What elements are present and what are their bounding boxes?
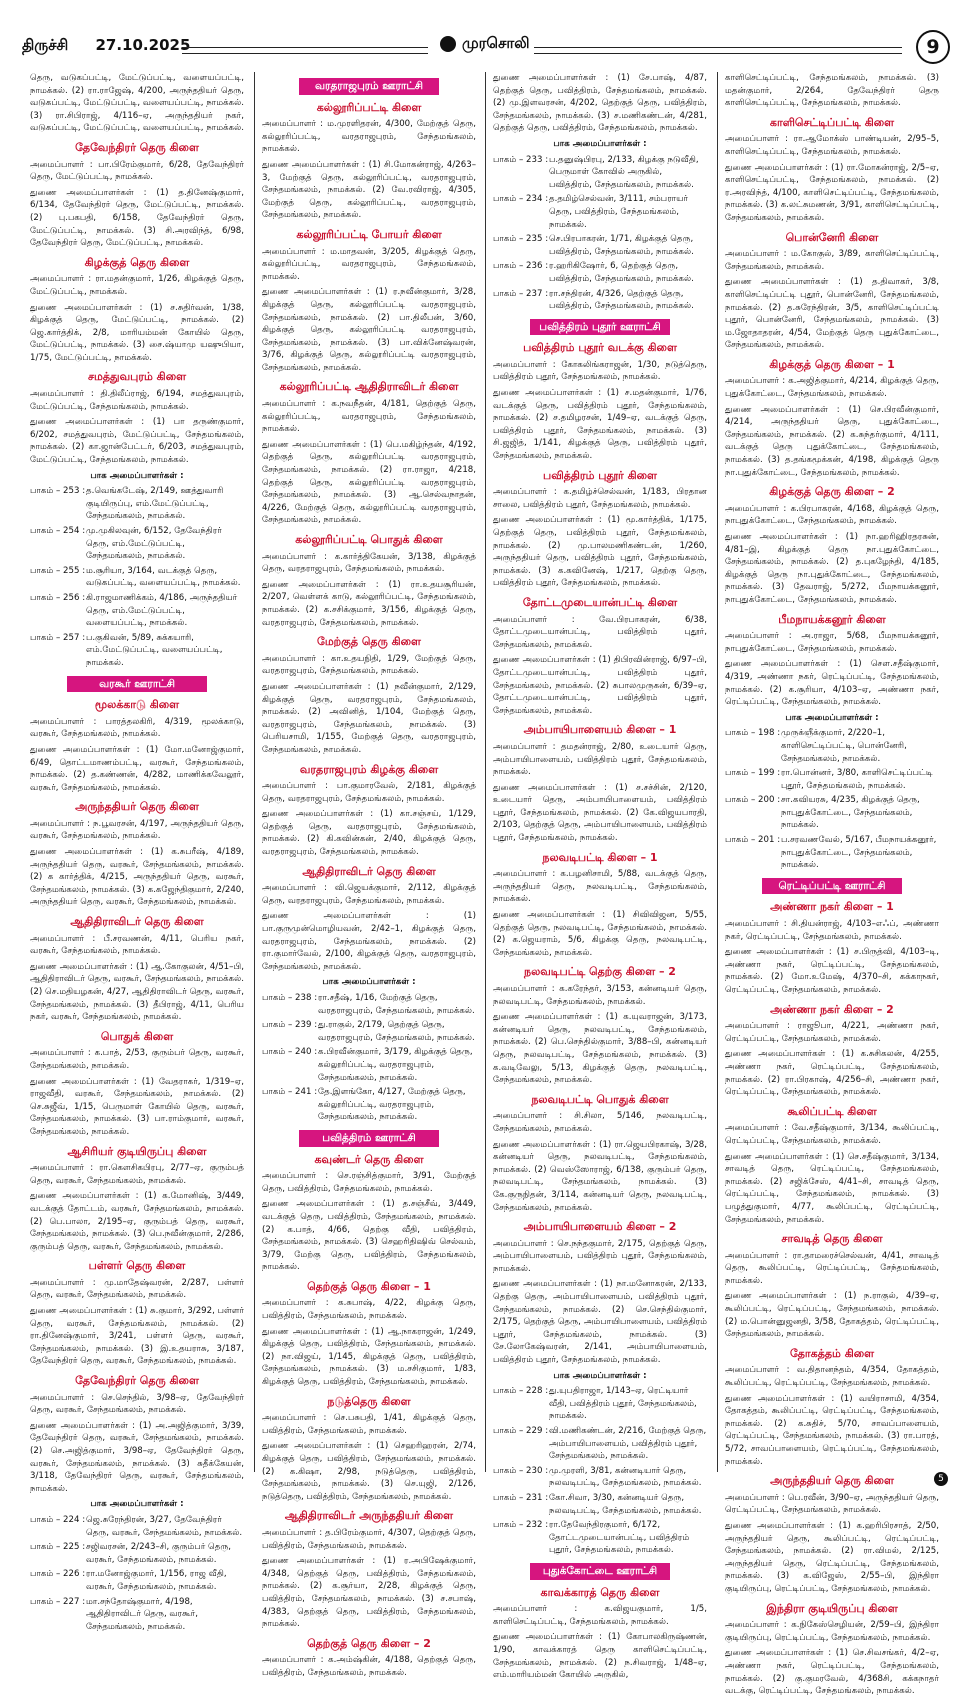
paragraph: துணை அமைப்பாளர்கள் : (1) அ.அஜித்குமார், 3/39, தேவேந்திரர் தெரு, வரகூர், சேந்தமங்கலம், நாமக்கல். (2) செ.அஜித்குமார், 3/98–ஏ, தேவேந்திரர் தெரு, வரகூர், சேந்தமங்கலம், நாமக்கல். (3) சுதீக்கேயன், 3/118, தேவேந்திரர் தெரு, வரகூர், சேந்தமங்கலம், நாமக்கல். — [30, 1420, 244, 1494]
branch-heading: கிழக்குத் தெரு கிளை – 1 — [769, 357, 895, 371]
paper-name: முரசொலி — [462, 34, 530, 52]
paragraph: துணை அமைப்பாளர்கள் : (1) செ.பிரவீன்குமார், 4/214, அருந்ததியர் தெரு, புதுக்கோட்டை, சேந்தமங்கலம், நாமக்கல். (2) க.சுந்தர்குமார், 4/111, வடக்குத் தெரு புதுக்கோட்டை, சேந்தமங்கலம், நாமக்கல். (3) த.தங்கமூக்கன், 4/198, கிழக்குத் தெரு நா.புதுக்கோட்டை, சேந்தமங்கலம், நாமக்கல். — [725, 404, 939, 478]
branch-heading: கிழக்குத் தெரு கிளை — [84, 255, 190, 269]
paragraph: துணை அமைப்பாளர்கள் : (1) நா.ஹரிஹிரதரசுன், 4/81–இ, கிழக்குத் தெரு நா.புதுக்கோட்டை, சேந்தமங்கலம், நாமக்கல். (2) த.புகழேந்தி, 4/185, கிழக்குத் தெரு நா.புதுக்கோட்டை, சேந்தமங்கலம், நாமக்கல். (3) தேவராஜ், 5/272, பீமநாயக்கனூர், நாபுதுக்கோட்டை, சேந்தமங்கலம், நாமக்கல். — [725, 532, 939, 605]
paragraph: அமைப்பாளர் : கோகலிங்கராஜன், 1/30, நடுத்தெரு, பவித்திரம் புதூர், சேந்தமங்கலம், நாமக்கல். — [493, 359, 707, 383]
paragraph: அமைப்பாளர் : க.கரேந்தர், 3/153, கன்னடியர் தெரு, நலவடிபட்டி, சேந்தமங்கலம், நாமக்கல். — [493, 984, 707, 1007]
booth-organizer: ரா.பொன்னர், 3/80, காளிசெட்டிப்பட்டி புதூர், சேந்தமங்கலம், நாமக்கல். — [781, 768, 933, 791]
booth-number: பாகம் – 235 : — [493, 234, 549, 245]
booth-organizer: சா.கவியரசு, 4/235, கிழக்குத் தெரு, நாபுதுக்கோட்டை, சேந்தமங்கலம், நாமக்கல். — [781, 795, 920, 831]
booth-number: பாகம் – 230 : — [493, 1465, 549, 1476]
paragraph: துணை அமைப்பாளர்கள் : (1) சிவிவிஜன, 5/55, தெற்குத் தெரு, நலவடிபட்டி, சேந்தமங்கலம், நாமக்கல். (2) க.ஜெயராம், 5/6, கிழக்கு தெரு, நலவடிபட்டி, சேந்தமங்கலம், நாமக்கல். — [493, 910, 707, 958]
branch-heading: சாவடித் தெரு கிளை — [781, 1232, 883, 1246]
booth-row — [493, 193, 707, 231]
branch-heading: அண்ணா நகர் கிளை – 1 — [770, 900, 894, 914]
header-rule-right — [534, 47, 902, 54]
booth-number: பாகம் – 224 : — [30, 1514, 86, 1525]
subheading: பாக அமைப்பாளர்கள் : — [553, 138, 647, 149]
paragraph: அமைப்பாளர் : க.அஜித்குமார், 4/214, கிழக்குத் தெரு, புதுக்கோட்டை, சேந்தமங்கலம், நாமக்கல். — [725, 376, 939, 400]
branch-heading: கல்லூரிப்பட்டி ஆதிதிராவிடர் கிளை — [279, 380, 459, 394]
paragraph: துணை அமைப்பாளர்கள் : (1) க.யுவராஜன், 3/173, கன்னடியர் தெரு, நலவடிபட்டி, சேந்தமங்கலம், நாமக்கல். (2) பெ.செந்தில்குமார், 3/88–பி, கன்னடியர் தெரு, நலவடிபட்டி, சேந்தமங்கலம், நாமக்கல். (3) க.வடிவேலு, 5/13, கிழக்குத் தெரு, நலவடிபட்டி, சேந்தமங்கலம், நாமக்கல். — [493, 1012, 707, 1086]
paragraph: துணை அமைப்பாளர்கள் : (1) மூ.கார்த்திக், 1/175, தெற்குத் தெரு, பவித்திரம் புதூர், சேந்தமங்கலம், நாமக்கல். (2) மு.பாலமணிகண்டன், 1/260, அருந்ததியர் தெரு, பவித்திரம் புதூர், சேந்தமங்கலம், நாமக்கல். (3) க.கவினேஷ், 1/217, தெற்கு தெரு, பவித்திரம் புதூர், சேந்தமங்கலம், நாமக்கல். — [493, 515, 707, 589]
paragraph: அமைப்பாளர் : க.பாத், 2/53, குரும்பர் தெரு, வரகூர், சேந்தமங்கலம், நாமக்கல். — [30, 1048, 244, 1071]
paragraph: அமைப்பாளர் : கா.உதயநிதி, 1/29, மேற்குத் தெரு, வரதராஜபுரம், சேந்தமங்கலம், நாமக்கல். — [262, 653, 476, 677]
branch-heading: காளிசெட்டிப்பட்டி கிளை — [769, 115, 895, 129]
booth-number: பாகம் – 233 : — [493, 154, 549, 165]
branch-heading: ஆதிதிராவிடர் தெரு கிளை — [70, 915, 204, 929]
panchayat-banner: ரெட்டிப்பட்டி ஊராட்சி — [762, 878, 902, 895]
paragraph: துணை அமைப்பாளர்கள் : (1) ஆ.நாகராஜன், 1/249, கிழக்குத் தெரு, பவித்திரம், சேந்தமங்கலம், நாமக்கல். (2) நா.விஜய், 1/145, கிழக்குத் தெரு, பவித்திரம், சேந்தமங்கலம், நாமக்கல். (3) ம.சசிகுமார், 1/83, கிழக்குத் தெரு, பவித்திரம், சேந்தமங்கலம், நாமக்கல். — [262, 1326, 476, 1388]
branch-heading: தேவேந்திரர் தெரு கிளை — [75, 1374, 199, 1388]
paper-logo — [440, 34, 530, 54]
subheading: பாக அமைப்பாளர்கள் : — [322, 977, 416, 988]
booth-organizer: து.ராகுல், 2/179, தெற்குத் தெரு, வரதராஜபுரம், சேந்தமங்கலம், நாமக்கல். — [318, 1020, 475, 1043]
booth-row — [725, 727, 939, 765]
panchayat-banner: பவித்திரம் புதூர் ஊராட்சி — [530, 319, 670, 336]
paragraph: துணை அமைப்பாளர்கள் : (1) பா.குருமுன்மொழியவன், 2/42–1, கிழக்குத் தெரு, வரதராஜபுரம், சேந்தமங்கலம், நாமக்கல். (2) ரா.குமார்வேல், 2/100, கிழக்குத் தெரு, வரதராஜபுரம், சேந்தமங்கலம், நாமக்கல். — [262, 911, 476, 972]
paragraph: துணை அமைப்பாளர்கள் : (1) பா தருண்குமார், 6/202, சமத்துவபுரம், மேட்டுப்பட்டி, சேந்தமங்கலம், நாமக்கல். (2) கா.ஜான்பேட்டர், 6/203, சமத்துவபுரம், மேட்டுப்பட்டி, சேந்தமங்கலம், நாமக்கல். — [30, 417, 244, 466]
paragraph: துணை அமைப்பாளர்கள் : (1) ர.நவீன்குமார், 3/28, கிழக்குத் தெரு, கல்லூரிப்பட்டி வரதராஜபுரம், சேந்தமங்கலம், நாமக்கல். (2) பா.திலீபன், 3/60, கிழக்குத் தெரு, கல்லூரிப்பட்டி வரதராஜபுரம், சேந்தமங்கலம், நாமக்கல். (3) பா.விக்னேஷ்வரன், 3/76, கிழக்குத் தெரு, கல்லூரிப்பட்டி வரதராஜபுரம், சேந்தமங்கலம், நாமக்கல். — [262, 287, 476, 373]
booth-list — [30, 485, 244, 669]
booth-organizer: ரா.தேவேந்திரகுமார், 6/172, தோட்டமுடையான்பட்டி, பவித்திரம் புதூர், சேந்தமங்கலம், நாமக்கல். — [549, 1520, 690, 1556]
paragraph: காளிசெட்டிப்பட்டி, சேந்தமங்கலம், நாமக்கல். (3) மதன்குமார், 2/264, தேவேந்திரர் தெரு காளிசெட்டிப்பட்டி, சேந்தமங்கலம், நாமக்கல். — [725, 73, 939, 109]
paragraph: அமைப்பாளர் : செ.செந்தில், 3/98–ஏ, தேவேந்திரர் தெரு, வரகூர், சேந்தமங்கலம், நாமக்கல். — [30, 1392, 244, 1416]
paragraph: துணை அமைப்பாளர்கள் : (1) ரா.ஜெயபிரகாஷ், 3/28, கன்னடியர் தெரு, நலவடிபட்டி, சேந்தமங்கலம், நாமக்கல். (2) வெஸ்ஸோராஜ், 6/138, குரும்பர் தெரு, நலவடிபட்டி, சேந்தமங்கலம், நாமக்கல். (3) கே.குருநிதன், 3/114, கன்னடியர் தெரு, நலவடிபட்டி, சேந்தமங்கலம், நாமக்கல். — [493, 1139, 707, 1213]
paragraph: துணை அமைப்பாளர்கள் : (1) ர.அபிஷேக்குமார், 4/348, தெற்குத் தெரு, பவித்திரம், சேந்தமங்கலம், நாமக்கல். (2) க.சூர்யா, 2/28, கிழக்குத் தெரு, பவித்திரம், சேந்தமங்கலம், நாமக்கல். (3) ச.சபாஷ், 4/383, தெற்குத் தெரு, பவித்திரம், சேந்தமங்கலம், நாமக்கல். — [262, 1556, 476, 1630]
paragraph: துணை அமைப்பாளர்கள் : (1) ச.சுதிர்வன், 1/38, கிழக்குத் தெரு, மேட்டுப்பட்டி, நாமக்கல். (2) ஜெ.கார்த்திக், 2/8, மாரியம்மன் கோயில் தெரு, மேட்டுப்பட்டி, நாமக்கல். (3) சை.ஷ்யாமு யஷுபியா, 1/75, மேட்டுப்பட்டி, நாமக்கல். — [30, 302, 244, 363]
branch-heading: மூலக்காடு கிளை — [94, 698, 180, 712]
paragraph: துணை அமைப்பாளர்கள் : (1) செ.சதீஷ்குமார், 3/134, சாவடித் தெரு, ரெட்டிப்பட்டி, சேந்தமங்கலம், நாமக்கல். (2) சஜிக்சேஸ், 4/41–சி, சாவடித் தெரு, ரெட்டிப்பட்டி, சேந்தமங்கலம், நாமக்கல். (3) பழுத்துகுமார், 4/77, கூலிப்பட்டி, ரெட்டிப்பட்டி, சேந்தமங்கலம், நாமக்கல். — [725, 1151, 939, 1225]
booth-organizer: கி.ராஜமாணிக்கம், 4/186, அருந்ததியர் தெரு, எம்.மேட்டுப்பட்டி, வளையப்பட்டி, நாமக்கல். — [86, 592, 238, 629]
booth-row — [493, 1492, 707, 1517]
booth-number: பாகம் – 226 : — [30, 1569, 86, 1580]
paragraph: அமைப்பாளர் : மு.மாதேஷ்வரன், 2/287, பள்ளர் தெரு, வரகூர், சேந்தமங்கலம், நாமக்கல். — [30, 1277, 244, 1301]
branch-heading: பள்ளர் தெரு கிளை — [88, 1259, 186, 1273]
branch-heading: இந்திரா குடியிருப்பு கிளை — [766, 1601, 898, 1615]
booth-number: பாகம் – 240 : — [262, 1047, 318, 1058]
branch-heading: தேவேந்திரர் தெரு கிளை — [75, 140, 199, 154]
branch-heading: கல்லூரிப்பட்டி போயர் கிளை — [296, 227, 442, 241]
paragraph: துணை அமைப்பாளர்கள் : (1) நவீன்குமார், 2/129, கிழக்குத் தெரு, வரதராஜபுரம், சேந்தமங்கலம், நாமக்கல். (2) அவினித், 1/104, மேற்குத் தெரு, வரதராஜபுரம், சேந்தமங்கலம், நாமக்கல். (3) பெரியசாமி, 1/155, மேற்குத் தெரு, வரதராஜபுரம், சேந்தமங்கலம், நாமக்கல். — [262, 681, 476, 755]
booth-row — [262, 1019, 476, 1044]
paragraph: துணை அமைப்பாளர்கள் : (1) திபிரவின்ராஜ், 6/97–பி, தோட்டமுடையான்பட்டி, பவித்திரம் புதூர், சேந்தமங்கலம், நாமக்கல். (2) சுபாலமுருகன், 6/39–ஏ, தோட்டமுடையான்பட்டி, பவித்திரம் புதூர், சேந்தமங்கலம், நாமக்கல். — [493, 655, 707, 716]
paragraph: துணை அமைப்பாளர்கள் : (1) த.திவாகர், 3/8, காளிசெட்டிப்பட்டி புதூர், பொன்னேரி, சேந்தமங்கலம், நாமக்கல். (2) த.சுரேந்திரன், 3/5, காளிசெட்டிப்பட்டி புதூர், பொன்னேரி, சேந்தமங்கலம், நாமக்கல். (3) ம.ஜோதாதரன், 4/54, மேற்குத் தெரு புதுக்கோட்டை, சேந்தமங்கலம், நாமக்கல். — [725, 277, 939, 351]
booth-number: பாகம் – 200 : — [725, 795, 781, 806]
booth-row — [30, 485, 244, 523]
booth-organizer: ப.தனுஷ்பிரபு, 2/133, கிழக்கு நடுவீதி, பெருமாள் கோவில் அருகில், பவித்திரம், சேந்தமங்கலம், நாமக்கல். — [549, 154, 699, 190]
column-2 — [262, 72, 476, 1678]
branch-heading: வரதராஜபுரம் கிழக்கு கிளை — [299, 762, 439, 776]
paragraph: அமைப்பாளர் : க.அம்ஷ்கின், 4/188, தெற்குத் தெரு, பவித்திரம், சேந்தமங்கலம், நாமக்கல். — [262, 1655, 476, 1678]
booth-row — [262, 1086, 476, 1124]
booth-organizer: த.தமிழ்செல்வன், 3/111, சம்பராயர் தெரு, பவித்திரம், சேந்தமங்கலம், நாமக்கல். — [549, 194, 688, 230]
branch-heading: மேற்குத் தெரு கிளை — [317, 635, 421, 649]
paragraph: துணை அமைப்பாளர்கள் : (1) வேதராகர், 1/319–ஏ, ராஜவீதி, வரகூர், சேந்தமங்கலம், நாமக்கல். (2) செ.சுஜீவ், 1/15, பெருமாள் கோயில் தெரு, வரகூர், சேந்தமங்கலம், நாமக்கல். (3) பா.ராம்குமார், வரகூர், சேந்தமங்கலம், நாமக்கல். — [30, 1076, 244, 1137]
paragraph: அமைப்பாளர் : அ.ராஜா, 5/68, பீமநாயக்கனூர், நாபுதுக்கோட்டை, சேந்தமங்கலம், நாமக்கல். — [725, 631, 939, 654]
booth-organizer: க.பிரவீன்குமார், 3/179, கிழக்குத் தெரு, கல்லூரிப்பட்டி, வரதராஜபுரம், சேந்தமங்கலம், நாமக்கல். — [318, 1047, 473, 1083]
paragraph: துணை அமைப்பாளர்கள் : (1) ந.ராகுல், 4/39–ஏ, கூலிப்பட்டி, ரெட்டிப்பட்டி, சேந்தமங்கலம், நாமக்கல். (2) ம.பொன்னுஜனதி, 3/58, தோகத்தம், ரெட்டிப்பட்டி, சேந்தமங்கலம், நாமக்கல். — [725, 1291, 939, 1340]
paragraph: துணை அமைப்பாளர்கள் : (1) த.சஞ்சீவ், 3/449, வடக்குத் தெரு, பவித்திரம், சேந்தமங்கலம், நாமக்கல். (2) க.பாத், 4/66, தெற்கு வீதி, பவித்திரம், சேந்தமங்கலம், நாமக்கல். (3) செஹரிதிஷிவ் செல்வம், 3/79, மேற்கு தெரு, பவித்திரம், சேந்தமங்கலம், நாமக்கல். — [262, 1199, 476, 1273]
paragraph: துணை அமைப்பாளர்கள் : (1) நா.மனோகரன், 2/133, தெற்கு தெரு, அம்பாயிபாளையம், பவித்திரம் புதூர், சேந்தமங்கலம், நாமக்கல். (2) செ.செந்தில்குமார், 2/175, தெற்குத் தெரு, அம்பாயிபாளையம், பவித்திரம் புதூர், சேந்தமங்கலம், நாமக்கல். (3) சே.லோகேஷ்வரன், 2/141, அம்பாயிபாளையம், பவித்திரம் புதூர், சேந்தமங்கலம், நாமக்கல். — [493, 1279, 707, 1366]
booth-organizer: மா.சந்தோஷ்குமார், 4/198, ஆதிதிராவிடர் தெரு, வரகூர், சேந்தமங்கலம், நாமக்கல். — [86, 1596, 198, 1632]
booth-number: பாகம் – 257 : — [30, 632, 86, 643]
branch-heading: பொன்னேரி கிளை — [785, 230, 879, 244]
paragraph: அமைப்பாளர் : பா.பிரேம்குமார், 6/28, தேவேந்திரர் தெரு, மேட்டுப்பட்டி, நாமக்கல். — [30, 159, 244, 183]
paragraph: அமைப்பாளர் : ரா.ஆமோக்ஸ் பாண்டியன், 2/95–5, காளிசெட்டிப்பட்டி, சேந்தமங்கலம், நாமக்கல். — [725, 134, 939, 157]
booth-number: பாகம் – 256 : — [30, 592, 86, 603]
branch-heading: தோட்டமுடையான்பட்டி கிளை — [522, 595, 678, 609]
paragraph: துணை அமைப்பாளர்கள் : (1) ரா.மோகன்ராஜ், 2/5–ஏ, காளிசெட்டிப்பட்டி, சேந்தமங்கலம், நாமக்கல். (2) ர.அரவிந்த், 4/100, காளிசெட்டிப்பட்டி, சேந்தமங்கலம், நாமக்கல். (3) க.லட்சுமணன், 3/91, காளிசெட்டிப்பட்டி, சேந்தமங்கலம், நாமக்கல். — [725, 162, 939, 223]
paragraph: துணை அமைப்பாளர்கள் : (1) வயிராசாமி, 4/354, தோகத்தம், கூலிப்பட்டி, ரெட்டிப்பட்டி, சேந்தமங்கலம், நாமக்கல். (2) க.சுதிச், 5/70, சாவப்பாளையம், ரெட்டிப்பட்டி, சேந்தமங்கலம், நாமக்கல். (3) ரா.பாரத், 5/72, சாவப்பாளையம், ரெட்டிப்பட்டி, சேந்தமங்கலம், நாமக்கல். — [725, 1393, 939, 1467]
paragraph: துணை அமைப்பாளர்கள் : (1) க.மோனிஷ், 3/449, வடக்குத் தோட்டம், வரகூர், சேந்தமங்கலம், நாமக்கல். (2) பெ.பாலா, 2/195–ஏ, குரும்பத் தெரு, வரகூர், சேந்தமங்கலம், நாமக்கல். (3) பெ.நவீன்குமார், 2/286, குரும்பத் தெரு, வரகூர், சேந்தமங்கலம், நாமக்கல். — [30, 1191, 244, 1252]
paragraph: துணை அமைப்பாளர்கள் : (1) க.சுசிகலன், 4/255, அண்ணா நகர், ரெட்டிப்பட்டி, சேந்தமங்கலம், நாமக்கல். (2) ரா.பிரகாஷ், 4/256–சி, அண்ணா நகர், ரெட்டிப்பட்டி, சேந்தமங்கலம், நாமக்கல். — [725, 1049, 939, 1098]
booth-organizer: கோ.சிவா, 3/30, கன்னடியர் தெரு, நலவடிபட்டி, சேந்தமங்கலம், நாமக்கல். — [549, 1492, 702, 1516]
booth-organizer: து.யுபதிராஜா, 1/143–ஏ, ரெட்டியார் வீதி, பவித்திரம் புதூர், சேந்தமங்கலம், நாமக்கல். — [549, 1386, 697, 1422]
subheading: பாக அமைப்பாளர்கள் : — [90, 470, 184, 481]
column-3 — [493, 72, 707, 1681]
paragraph: அமைப்பாளர் : க.நிகேஸ்செழியன், 2/59–பி, இந்திரா குடியிருப்பு, ரெட்டிப்பட்டி, சேந்தமங்கலம், நாமக்கல். — [725, 1620, 939, 1643]
booth-row — [30, 1514, 244, 1539]
booth-row — [493, 233, 707, 258]
paragraph: அமைப்பாளர் : வி.ஜெயக்குமார், 2/112, கிழக்குத் தெரு, வரதராஜபுரம், சேந்தமங்கலம், நாமக்கல். — [262, 883, 476, 906]
branch-heading: தெற்குத் தெரு கிளை – 2 — [307, 1636, 431, 1650]
paragraph: அமைப்பாளர் : வ.திதானந்தம், 4/354, தோகத்தம், கூலிப்பட்டி, ரெட்டிப்பட்டி, சேந்தமங்கலம், நாமக்கல். — [725, 1365, 939, 1389]
branch-heading: பவித்திரம் புதூர் வடக்கு கிளை — [523, 341, 677, 355]
booth-organizer: ர.ஹரிகிஷோர், 6, தெற்குத் தெரு, பவித்திரம், சேந்தமங்கலம், நாமக்கல். — [549, 261, 694, 284]
booth-number: பாகம் – 239 : — [262, 1020, 318, 1031]
issue-date: 27.10.2025 — [95, 36, 191, 54]
booth-organizer: ரா.மனோஜ்குமார், 1/156, ராஜ வீதி, வரகூர், சேந்தமங்கலம், நாமக்கல். — [86, 1569, 227, 1592]
paragraph: அமைப்பாளர் : க.தமிழ்ச்செல்வன், 1/183, பிரதான சாலை, பவித்திரம் புதூர், சேந்தமங்கலம், நாமக்கல். — [493, 487, 707, 510]
article-columns — [22, 72, 942, 1697]
booth-number: பாகம் – 253 : — [30, 486, 86, 497]
booth-row — [493, 1519, 707, 1557]
paragraph: அமைப்பாளர் : ரா.தாமரைச்செல்வன், 4/41, சாவடித் தெரு, கூலிப்பட்டி, ரெட்டிப்பட்டி, சேந்தமங்கலம், நாமக்கல். — [725, 1250, 939, 1286]
branch-heading: பொதுக் கிளை — [100, 1029, 174, 1043]
branch-heading: கவுண்டர் தெரு கிளை — [314, 1152, 424, 1166]
branch-heading: நலவடிபட்டி தெற்கு கிளை – 2 — [524, 965, 676, 979]
branch-heading: அருந்ததியர் தெரு கிளை — [75, 800, 199, 814]
branch-heading: அம்பாயிபாளையம் கிளை – 1 — [523, 723, 677, 737]
paragraph: துணை அமைப்பாளர்கள் : (1) சு.குமார், 3/292, பள்ளர் தெரு, வரகூர், சேந்தமங்கலம், நாமக்கல். (2) ரா.தினேஷ்குமார், 3/241, பள்ளர் தெரு, வரகூர், சேந்தமங்கலம், நாமக்கல். (3) இ.உதயராசு, 3/187, தேவேந்திரர் தெரு, வரகூர், சேந்தமங்கலம், நாமக்கல். — [30, 1306, 244, 1367]
paragraph: துணை அமைப்பாளர்கள் : (1) ச.சச்சின், 2/120, உடையார் தெரு, அம்பாயிபாளையம், பவித்திரம் புதூர், சேந்தமங்கலம், நாமக்கல். (2) கே.விஜயபாரதி, 2/103, தெற்குத் தெரு, அம்பாயிபாளையம், பவித்திரம் புதூர், சேந்தமங்கலம், நாமக்கல். — [493, 782, 707, 844]
booth-row — [262, 992, 476, 1017]
booth-row — [725, 794, 939, 832]
paragraph: துணை அமைப்பாளர்கள் : (1) செஹரிஹரன், 2/74, கிழக்குத் தெரு, பவித்திரம், சேந்தமங்கலம், நாமக்கல். (2) க.கிஷா, 2/98, நடுத்தெரு, பவித்திரம், சேந்தமங்கலம், நாமக்கல். (3) செ.யுஜி, 2/126, நடுத்தெரு, பவித்திரம், சேந்தமங்கலம், நாமக்கல். — [262, 1441, 476, 1502]
paragraph: துணை அமைப்பாளர்கள் : (1) த.தினேஷ்குமார், 6/134, தேவேந்திரர் தெரு, மேட்டுப்பட்டி, நாமக்கல். (2) பு.பகபதி, 6/158, தேவேந்திரர் தெரு, மேட்டுப்பட்டி, நாமக்கல். (3) சி.அரவிந்த், 6/98, தேவேந்திரர் தெரு, மேட்டுப்பட்டி, நாமக்கல். — [30, 187, 244, 249]
subheading: பாக அமைப்பாளர்கள் : — [785, 712, 879, 723]
paragraph: அமைப்பாளர் : செ.ரஞ்சித்குமார், 3/91, மேற்குத் தெரு, பவித்திரம், சேந்தமங்கலம், நாமக்கல். — [262, 1171, 476, 1194]
booth-number: பாகம் – 237 : — [493, 288, 549, 299]
booth-organizer: ம.சூரியா, 3/164, வடக்குத் தெரு, வடுகப்பட்டி, வளையப்பட்டி, நாமக்கல். — [86, 565, 241, 589]
booth-row — [493, 260, 707, 285]
branch-heading: பீமநாயக்கனூர் கிளை — [778, 612, 886, 626]
booth-number: பாகம் – 227 : — [30, 1596, 86, 1607]
paragraph: தெரு, வடுகப்பட்டி, மேட்டுப்பட்டி, வளையப்பட்டி, நாமக்கல். (2) ரா.ராஜேஷ், 4/200, அருந்ததியர் தெரு, வடுகப்பட்டி, மேட்டுப்பட்டி, வளையப்பட்டி, நாமக்கல். (3) ரா.சிபிராஜ், 4/116–ஏ, அருந்ததியர் நகர், வடுகப்பட்டி, மேட்டுப்பட்டி, வளையப்பட்டி, நாமக்கல். — [30, 73, 244, 134]
paragraph: துணை அமைப்பாளர்கள் : (1) கா.சஞ்சய், 1/129, தெற்குத் தெரு, வரதராஜபுரம், சேந்தமங்கலம், நாமக்கல். (2) கி.கவின்கன், 2/40, கிழக்குத் தெரு, வரதராஜபுரம், சேந்தமங்கலம், நாமக்கல். — [262, 809, 476, 858]
paragraph: அமைப்பாளர் : தி.திலீப்ராஜ், 6/194, சமத்துவபுரம், மேட்டுப்பட்டி, சேந்தமங்கலம், நாமக்கல். — [30, 389, 244, 412]
booth-number: பாகம் – 234 : — [493, 194, 549, 205]
booth-organizer: ரா.சந்திரன், 4/326, தெற்குத் தெரு, பவித்திரம், சேந்தமங்கலம், நாமக்கல். — [549, 288, 694, 312]
booth-organizer: த.வெங்கடேஷ், 2/149, ஊத்துவாரி குடியிருப்பு, எம்.மேட்டுப்பட்டி, சேந்தமங்கலம், நாமக்கல். — [86, 486, 224, 522]
booth-row — [30, 1596, 244, 1634]
paragraph: அமைப்பாளர் : ந.பூவரசன், 4/197, அருந்ததியர் தெரு, வரகூர், சேந்தமங்கலம், நாமக்கல். — [30, 818, 244, 842]
branch-heading: நலவடிபட்டி கிளை – 1 — [542, 850, 658, 864]
paragraph: அமைப்பாளர் : தமதன்ராஜ், 2/80, உடையார் தெரு, அம்பாயிபாளையம், பவித்திரம் புதூர், சேந்தமங்கலம், நாமக்கல். — [493, 741, 707, 778]
column-1 — [30, 72, 244, 1632]
branch-heading: பவித்திரம் புதூர் கிளை — [543, 468, 657, 482]
booth-number: பாகம் – 232 : — [493, 1520, 549, 1531]
booth-organizer: செ.பிரபாகரன், 1/71, கிழக்குத் தெரு, பவித்திரம், சேந்தமங்கலம், நாமக்கல். — [549, 234, 694, 257]
paragraph: துணை அமைப்பாளர்கள் : (1) ஆ.கோகுலன், 4/51–பி, ஆதிதிராவிடர் தெரு, வரகூர், சேந்தமங்கலம், நாமக்கல். (2) செ.மதியழகன், 4/27, ஆதிதிராவிடர் தெரு, வரகூர், சேந்தமங்கலம், நாமக்கல். (3) தீபிராஜ், 4/11, பெரிய நகர், வரகூர், சேந்தமங்கலம், நாமக்கல். — [30, 961, 244, 1023]
branch-heading: ஆசிரியர் குடியிருப்பு கிளை — [67, 1144, 207, 1158]
booth-number: பாகம் – 236 : — [493, 261, 549, 272]
page-number: 9 — [916, 30, 950, 64]
paragraph: அமைப்பாளர் : த.பிரேம்குமார், 4/307, தெற்குத் தெரு, பவித்திரம், சேந்தமங்கலம், நாமக்கல். — [262, 1527, 476, 1551]
booth-number: பாகம் – 254 : — [30, 526, 86, 536]
booth-list — [493, 1385, 707, 1557]
booth-organizer: ப.சரவணவேல், 5/167, பீமநாயக்கனூர், நாபுதுக்கோட்டை, சேந்தமங்கலம், நாமக்கல். — [781, 835, 937, 871]
booth-organizer: மு.முரளி, 3/81, கன்னடியார் தெரு, நலவடிபட்டி, சேந்தமங்கலம், நாமக்கல். — [549, 1465, 702, 1489]
paragraph: அமைப்பாளர் : ம.மாதவன், 3/205, கிழக்குத் தெரு, கல்லூரிப்பட்டி, வரதராஜபுரம், சேந்தமங்கலம், நாமக்கல். — [262, 246, 476, 282]
paragraph: அமைப்பாளர் : க.சுபாஷ், 4/22, கிழக்கு தெரு, பவித்திரம், சேந்தமங்கலம், நாமக்கல். — [262, 1298, 476, 1322]
booth-organizer: சஜிவரசன், 2/243–சி, குரும்பர் தெரு, வரகூர், சேந்தமங்கலம், நாமக்கல். — [86, 1542, 232, 1565]
paragraph: அமைப்பாளர் : செ.நந்தகுமார், 2/175, தெற்குத் தெரு, அம்பாயிபாளையம், பவித்திரம் புதூர், சேந்தமங்கலம், நாமக்கல். — [493, 1238, 707, 1274]
branch-heading: கல்லூரிப்பட்டி கிளை — [316, 100, 422, 114]
booth-row — [30, 565, 244, 590]
booth-organizer: மு.முகிலவுன், 6/152, தேவேந்திரர் தெரு, எம்.மேட்டுப்பட்டி, சேந்தமங்கலம், நாமக்கல். — [86, 526, 222, 562]
booth-organizer: தே.இளங்கோ, 4/127, மேற்குத் தெரு, கல்லூரிப்பட்டி, வரதராஜபுரம், சேந்தமங்கலம், நாமக்கல். — [318, 1087, 466, 1123]
paragraph: அமைப்பாளர் : க.நவநீதன், 4/181, தெற்குத் தெரு, கல்லூரிப்பட்டி, வரதராஜபுரம், சேந்தமங்கலம், நாமக்கல். — [262, 399, 476, 435]
booth-row — [30, 632, 244, 670]
paragraph: துணை அமைப்பாளர்கள் : (1) சே.பாஷ், 4/87, தெற்குத் தெரு, பவித்திரம், சேந்தமங்கலம், நாமக்கல். (2) மு.இளவரசன், 4/202, தெற்குத் தெரு, பவித்திரம், சேந்தமங்கலம், நாமக்கல். (3) ச.மணிகண்டன், 4/281, தெற்குத் தெரு, பவித்திரம், சேந்தமங்கலம், நாமக்கல். — [493, 73, 707, 134]
booth-number: பாகம் – 255 : — [30, 565, 86, 576]
booth-row — [493, 1465, 707, 1490]
paragraph: துணை அமைப்பாளர்கள் : (1) சி.மோகன்ராஜ், 4/263–3, மேற்குத் தெரு, கல்லூரிப்பட்டி, வரதராஜபுரம், சேந்தமங்கலம், நாமக்கல். (2) வே.ரவிராஜ், 4/305, மேற்குத் தெரு, கல்லூரிப்பட்டி, வரதராஜபுரம், சேந்தமங்கலம், நாமக்கல். — [262, 159, 476, 221]
paragraph: அமைப்பாளர் : சி.தியன்ராஜ், 4/103–எஃப், அண்ணா நகர், ரெட்டிப்பட்டி, சேந்தமங்கலம், நாமக்கல். — [725, 919, 939, 942]
paragraph: துணை அமைப்பாளர்கள் : (1) மோ.மனோஜ்குமார், 6/49, தொட்டமாணம்பட்டி, வரகூர், சேந்தமங்கலம், நாமக்கல். (2) த.கண்ணன், 4/282, மாணிக்கவேலூர், வரகூர், சேந்தமங்கலம், நாமக்கல். — [30, 744, 244, 793]
booth-row — [725, 834, 939, 872]
paragraph: துணை அமைப்பாளர்கள் : (1) பெ.மகிழ்ந்தன், 4/192, தெற்குத் தெரு, கல்லூரிப்பட்டி வரதராஜபுரம், சேந்தமங்கலம், நாமக்கல். (2) ரா.ராஜா, 4/218, தெற்குத் தெரு, கல்லூரிப்பட்டி வரதராஜபுரம், சேந்தமங்கலம், நாமக்கல். (3) ஆ.செல்வநாதன், 4/226, மேற்குத் தெரு, கல்லூரிப்பட்டி வரதராஜபுரம், சேந்தமங்கலம், நாமக்கல். — [262, 439, 476, 526]
paragraph: அமைப்பாளர் : வே.பிரபாகரன், 6/38, தோட்டமுடையான்பட்டி, பவித்திரம் புதூர், சேந்தமங்கலம், நாமக்கல். — [493, 614, 707, 650]
city-name: திருச்சி — [22, 36, 69, 54]
paragraph: அமைப்பாளர் : க.பழனிசாமி, 5/88, வடக்குத் தெரு, அருந்ததியர் தெரு, நலவடிபட்டி, சேந்தமங்கலம், நாமக்கல். — [493, 869, 707, 905]
branch-heading: தோகத்தம் கிளை — [789, 1346, 875, 1360]
branch-heading: நலவடிபட்டி பொதுக் கிளை — [531, 1092, 669, 1106]
panchayat-banner: வரகூர் ஊராட்சி — [67, 676, 207, 693]
booth-list — [262, 992, 476, 1124]
booth-row — [725, 767, 939, 792]
booth-number: பாகம் – 198 : — [725, 728, 781, 739]
booth-row — [30, 1541, 244, 1566]
branch-heading: ஆதிதிராவிடர் அருந்ததியர் கிளை — [284, 1509, 454, 1523]
paragraph: அமைப்பாளர் : சி.சிலா, 5/146, நலவடிபட்டி, சேந்தமங்கலம், நாமக்கல். — [493, 1111, 707, 1134]
branch-heading: கூலிப்பட்டி கிளை — [787, 1104, 877, 1118]
booth-row — [493, 1425, 707, 1463]
branch-heading: அம்பாயிபாளையம் கிளை – 2 — [523, 1220, 677, 1234]
booth-organizer: ரா.சதீஷ், 1/16, மேற்குத் தெரு, வரதராஜபுரம், சேந்தமங்கலம், நாமக்கல். — [318, 993, 475, 1016]
paragraph: அமைப்பாளர் : பெ.ரவீன், 3/90–ஏ, அருந்ததியர் தெரு, ரெட்டிப்பட்டி, சேந்தமங்கலம், நாமக்கல். — [725, 1492, 939, 1516]
booth-organizer: முருக்ஞீக்குமார், 2/220–1, காளிசெட்டிப்பட்டி, பொன்னேரி, சேந்தமங்கலம், நாமக்கல். — [781, 728, 907, 764]
paragraph: துணை அமைப்பாளர்கள் : (1) க.ஹரிபிரசாத், 2/50, அருந்ததியர் தெரு, கூலிப்பட்டி, ரெட்டிப்பட்டி, சேந்தமங்கலம், நாமக்கல். (2) ரா.விமல், 2/125, அருந்ததியர் தெரு, ரெட்டிப்பட்டி, சேந்தமங்கலம், நாமக்கல். (3) க.விஜேஸ், 2/55–பி, இந்திரா குடியிருப்பு, ரெட்டிப்பட்டி, சேந்தமங்கலம், நாமக்கல். — [725, 1520, 939, 1594]
branch-heading: கல்லூரிப்பட்டி பொதுக் கிளை — [295, 533, 443, 546]
booth-number: பாகம் – 225 : — [30, 1542, 86, 1553]
booth-number: பாகம் – 238 : — [262, 993, 318, 1003]
paragraph: அமைப்பாளர் : பாரத்தலகிரி, 4/319, மூலக்காடு, வரகூர், சேந்தமங்கலம், நாமக்கல். — [30, 716, 244, 740]
paragraph: துணை அமைப்பாளர்கள் : (1) ச.மதன்குமார், 1/76, வடக்குத் தெரு, பவித்திரம் புதூர், சேந்தமங்கலம், நாமக்கல். (2) ச.தமிழரசன், 1/49–ஏ, வடக்குத் தெரு, பவித்திரம் புதூர், சேந்தமங்கலம், நாமக்கல். (3) சி.ஜஜித், 1/141, கிழக்குத் தெரு, பவித்திரம் புதூர், சேந்தமங்கலம், நாமக்கல். — [493, 388, 707, 462]
branch-heading: காவக்காரத் தெரு கிளை — [540, 1585, 660, 1599]
paragraph: அமைப்பாளர் : ராஜூபா, 4/221, அண்ணா நகர், ரெட்டிப்பட்டி, சேந்தமங்கலம், நாமக்கல். — [725, 1021, 939, 1044]
paragraph: அமைப்பாளர் : ம.முரளிதரன், 4/300, மேற்குத் தெரு, கல்லூரிப்பட்டி, வரதராஜபுரம், சேந்தமங்கலம், நாமக்கல். — [262, 119, 476, 155]
paragraph: அமைப்பாளர் : பீ.சரவணன், 4/11, பெரிய நகர், வரகூர், சேந்தமங்கலம், நாமக்கல். — [30, 933, 244, 957]
masthead — [22, 28, 950, 68]
paragraph: அமைப்பாளர் : ரா.மதன்குமார், 1/26, கிழக்குத் தெரு, மேட்டுப்பட்டி, நாமக்கல். — [30, 274, 244, 297]
booth-organizer: வி.மணிகண்டன், 2/216, மேற்குத் தெரு, அம்பாயிபாளையம், பவித்திரம் புதூர், சேந்தமங்கலம், நாமக்கல். — [549, 1426, 707, 1462]
branch-heading: கிழக்குத் தெரு கிளை – 2 — [769, 485, 895, 499]
paragraph: துணை அமைப்பாளர்கள் : (1) கோபாலகிருஷ்ணன், 1/90, காவக்காரத் தெரு காளிசெட்டிப்பட்டி, சேந்தமங்கலம், நாமக்கல். (2) ந.சிவராஜ், 1/48–ஏ, எம்.மாரியம்மன் கோயில் அருகில், — [493, 1632, 707, 1681]
branch-heading: அண்ணா நகர் கிளை – 2 — [770, 1002, 894, 1016]
subheading: பாக அமைப்பாளர்கள் : — [90, 1499, 184, 1510]
paragraph: துணை அமைப்பாளர்கள் : (1) க.சுபரீஷ், 4/189, அருந்ததியர் தெரு, வரகூர், சேந்தமங்கலம், நாமக்கல். (2) க கார்த்திக், 4/215, அருந்ததியர் தெரு, வரகூர், சேந்தமங்கலம், நாமக்கல். (3) க.கஜேந்திகுமார், 2/240, அருந்ததியர் தெரு, வரகூர், சேந்தமங்கலம், நாமக்கல். — [30, 847, 244, 908]
booth-organizer: ப.குகிவன், 5/89, சுக்கயாரி, எம்.மேட்டுப்பட்டி, வளையப்பட்டி, நாமக்கல். — [86, 632, 223, 668]
branch-heading: தெற்குத் தெரு கிளை – 1 — [307, 1279, 431, 1293]
paragraph: அமைப்பாளர் : க.பிரபாகரன், 4/168, கிழக்குத் தெரு, நாபுதுக்கோட்டை, சேந்தமங்கலம், நாமக்கல். — [725, 503, 939, 527]
paragraph: துணை அமைப்பாளர்கள் : (1) ரா.உதயசூரியன், 2/207, வெள்ளக் காடு, கல்லூரிப்பட்டி, சேந்தமங்கலம், நாமக்கல். (2) க.சசிக்குமார், 3/156, கிழக்குத் தெரு, வரதராஜபுரம், சேந்தமங்கலம், நாமக்கல். — [262, 579, 476, 628]
paragraph: துணை அமைப்பாளர்கள் : (1) சௌ.சதீஷ்குமார், 4/319, அண்ணா நகர், ரெட்டிப்பட்டி, சேந்தமங்கலம், நாமக்கல். (2) க.சூரியா, 4/103–ஏ, அண்ணா நகர், ரெட்டிப்பட்டி, சேந்தமங்கலம், நாமக்கல். — [725, 659, 939, 708]
footer-page-marker: 5 — [934, 1472, 948, 1486]
booth-organizer: ஜெ.சுரேந்திரன், 3/27, தேவேந்திரர் தெரு, வரகூர், சேந்தமங்கலம், நாமக்கல். — [86, 1514, 243, 1538]
panchayat-banner: புதுக்கோட்டை ஊராட்சி — [530, 1563, 670, 1580]
branch-heading: நடுத்தெரு கிளை — [327, 1394, 411, 1408]
booth-row — [493, 154, 707, 192]
branch-heading: அருந்ததியர் தெரு கிளை — [770, 1474, 894, 1488]
booth-row — [30, 592, 244, 630]
branch-heading: சமத்துவபுரம் கிளை — [87, 370, 187, 384]
booth-row — [30, 1568, 244, 1593]
paragraph: அமைப்பாளர் : வே.சதீஷ்குமார், 3/134, கூலிப்பட்டி, ரெட்டிப்பட்டி, சேந்தமங்கலம், நாமக்கல். — [725, 1123, 939, 1146]
booth-list — [725, 727, 939, 872]
paragraph: அமைப்பாளர் : ம.கோகுல், 3/89, காளிசெட்டிப்பட்டி, சேந்தமங்கலம், நாமக்கல். — [725, 249, 939, 272]
booth-row — [493, 1385, 707, 1423]
booth-number: பாகம் – 229 : — [493, 1426, 549, 1436]
sun-emblem-icon — [440, 36, 456, 52]
paragraph: அமைப்பாளர் : க.கார்த்திகேயன், 3/138, கிழக்குத் தெரு, வரதராஜபுரம், சேந்தமங்கலம், நாமக்கல். — [262, 551, 476, 575]
booth-number: பாகம் – 231 : — [493, 1492, 549, 1503]
branch-heading: ஆதிதிராவிடர் தெரு கிளை — [302, 864, 436, 878]
booth-row — [262, 1046, 476, 1084]
header-rule-left — [182, 47, 428, 54]
booth-number: பாகம் – 241 : — [262, 1087, 318, 1098]
booth-number: பாகம் – 228 : — [493, 1386, 549, 1397]
booth-number: பாகம் – 199 : — [725, 768, 781, 779]
subheading: பாக அமைப்பாளர்கள் : — [553, 1370, 647, 1381]
booth-number: பாகம் – 201 : — [725, 835, 781, 846]
panchayat-banner: பவித்திரம் ஊராட்சி — [299, 1130, 439, 1147]
booth-row — [30, 525, 244, 563]
paragraph: அமைப்பாளர் : க.விஜயகுமார், 1/5, காளிசெட்டிப்பட்டி, சேந்தமங்கலம், நாமக்கல். — [493, 1604, 707, 1627]
booth-row — [493, 288, 707, 313]
panchayat-banner: வரதராஜபுரம் ஊராட்சி — [299, 78, 439, 95]
booth-list — [493, 154, 707, 313]
paragraph: அமைப்பாளர் : ரா.கௌசிகபிரபு, 2/77–ஏ, குரும்பத் தெரு, வரகூர், சேந்தமங்கலம், நாமக்கல். — [30, 1163, 244, 1186]
paragraph: அமைப்பாளர் : செ.பசுபதி, 1/41, கிழக்குத் தெரு, பவித்திரம், சேந்தமங்கலம், நாமக்கல். — [262, 1413, 476, 1436]
paragraph: துணை அமைப்பாளர்கள் : (1) செ.சிவசங்கர், 4/2–ஏ, அண்ணா நகர், ரெட்டிப்பட்டி, சேந்தமங்கலம், நாமக்கல். (2) கு.குமரவேல், 4/368சி, கக்கநாதர் வடக்கு, ரெட்டிப்பட்டி, சேந்தமங்கலம், நாமக்கல். — [725, 1648, 939, 1697]
column-4 — [725, 72, 939, 1697]
paragraph: அமைப்பாளர் : பா.குமாரவேல், 2/181, கிழக்குத் தெரு, வரதராஜபுரம், சேந்தமங்கலம், நாமக்கல். — [262, 781, 476, 804]
paragraph: துணை அமைப்பாளர்கள் : (1) ச.பிருத்வி, 4/103–டி, அண்ணா நகர், ரெட்டிப்பட்டி, சேந்தமங்கலம், நாமக்கல். (2) மோ.உமேஷ், 4/370–சி, கக்காநகர், ரெட்டிப்பட்டி, சேந்தமங்கலம், நாமக்கல். — [725, 947, 939, 995]
booth-list — [30, 1514, 244, 1633]
